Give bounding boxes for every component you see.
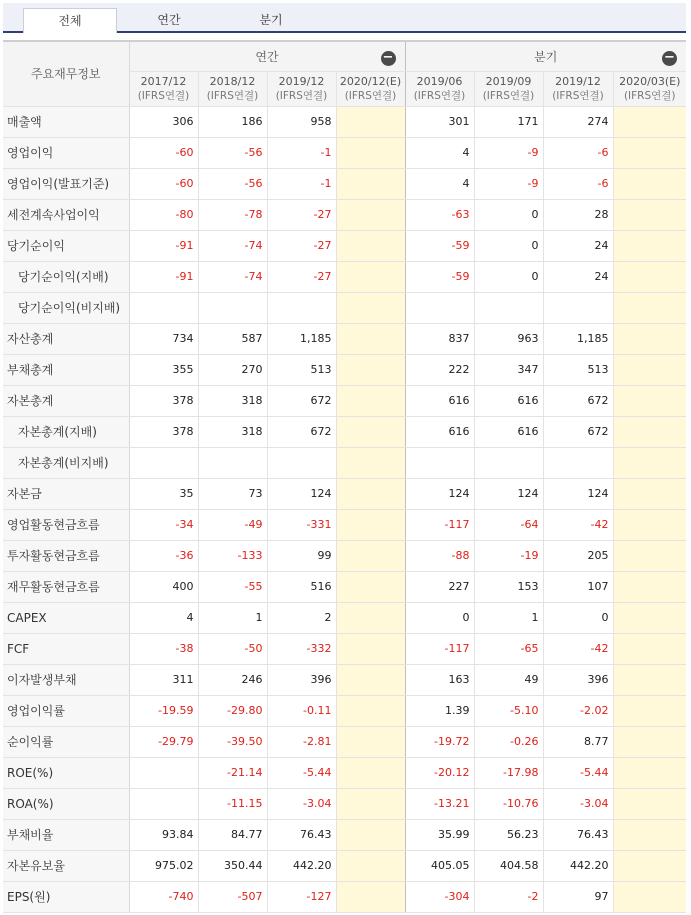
- table-cell: -740: [129, 881, 198, 912]
- table-cell: -9: [474, 137, 543, 168]
- table-cell: [613, 757, 686, 788]
- table-cell: -49: [198, 509, 267, 540]
- table-cell: 24: [543, 261, 613, 292]
- period-basis: (IFRS연결): [275, 89, 328, 102]
- table-cell: -74: [198, 230, 267, 261]
- table-cell: 171: [474, 106, 543, 137]
- table-cell: [336, 881, 405, 912]
- table-row: [3, 664, 686, 695]
- tab-bar: [3, 3, 686, 33]
- table-cell: -27: [267, 261, 336, 292]
- table-cell: -331: [267, 509, 336, 540]
- table-cell: -117: [405, 509, 474, 540]
- period-date: 2017/12: [140, 74, 187, 88]
- table-cell: -6: [543, 168, 613, 199]
- table-cell: [336, 416, 405, 447]
- table-cell: -59: [405, 230, 474, 261]
- table-cell: [613, 261, 686, 292]
- table-cell: [336, 385, 405, 416]
- collapse-annual-icon[interactable]: −: [381, 51, 396, 66]
- table-cell: 4: [405, 168, 474, 199]
- table-cell: [198, 292, 267, 323]
- table-cell: -17.98: [474, 757, 543, 788]
- row-label[interactable]: 자본금: [3, 478, 129, 509]
- row-label[interactable]: 영업이익(발표기준): [3, 168, 129, 199]
- table-cell: -80: [129, 199, 198, 230]
- row-label[interactable]: 순이익률: [3, 726, 129, 757]
- table-cell: -36: [129, 540, 198, 571]
- table-row: [3, 416, 686, 447]
- table-cell: [336, 695, 405, 726]
- table-cell: -133: [198, 540, 267, 571]
- table-row: [3, 509, 686, 540]
- table-cell: [613, 168, 686, 199]
- row-label[interactable]: 당기순이익: [3, 230, 129, 261]
- table-cell: -2.81: [267, 726, 336, 757]
- table-cell: -88: [405, 540, 474, 571]
- period-basis: (IFRS연결): [206, 89, 259, 102]
- table-cell: -19.72: [405, 726, 474, 757]
- table-cell: -60: [129, 137, 198, 168]
- table-cell: 350.44: [198, 850, 267, 881]
- period-basis: (IFRS연결): [344, 89, 397, 102]
- table-cell: [336, 137, 405, 168]
- table-cell: 1: [198, 602, 267, 633]
- table-cell: [129, 292, 198, 323]
- period-date: 2020/03(E): [619, 74, 681, 88]
- table-row: [3, 695, 686, 726]
- table-cell: 0: [474, 261, 543, 292]
- table-cell: -29.80: [198, 695, 267, 726]
- table-cell: 124: [543, 478, 613, 509]
- table-cell: 587: [198, 323, 267, 354]
- table-cell: -3.04: [267, 788, 336, 819]
- table-cell: [613, 385, 686, 416]
- table-row: [3, 633, 686, 664]
- table-cell: [336, 819, 405, 850]
- row-label[interactable]: ROA(%): [3, 788, 129, 819]
- table-cell: 616: [405, 416, 474, 447]
- row-label[interactable]: 당기순이익(지배): [3, 261, 129, 292]
- table-cell: [336, 571, 405, 602]
- table-cell: 1,185: [543, 323, 613, 354]
- table-cell: 347: [474, 354, 543, 385]
- table-cell: -60: [129, 168, 198, 199]
- table-cell: [474, 447, 543, 478]
- table-cell: [613, 850, 686, 881]
- row-label[interactable]: CAPEX: [3, 602, 129, 633]
- table-row: [3, 137, 686, 168]
- table-cell: 163: [405, 664, 474, 695]
- table-cell: 28: [543, 199, 613, 230]
- table-cell: [129, 447, 198, 478]
- table-cell: 99: [267, 540, 336, 571]
- table-cell: [336, 478, 405, 509]
- table-cell: 958: [267, 106, 336, 137]
- table-cell: 124: [405, 478, 474, 509]
- table-cell: [613, 447, 686, 478]
- period-header: [474, 71, 543, 106]
- row-label[interactable]: 세전계속사업이익: [3, 199, 129, 230]
- table-cell: -42: [543, 509, 613, 540]
- table-cell: 8.77: [543, 726, 613, 757]
- table-row: [3, 168, 686, 199]
- annual-group-header: [129, 41, 405, 71]
- table-cell: 76.43: [543, 819, 613, 850]
- table-cell: -34: [129, 509, 198, 540]
- table-cell: 205: [543, 540, 613, 571]
- table-row: [3, 385, 686, 416]
- table-cell: [613, 571, 686, 602]
- table-cell: [336, 447, 405, 478]
- table-cell: 396: [543, 664, 613, 695]
- table-cell: [613, 726, 686, 757]
- table-cell: -74: [198, 261, 267, 292]
- table-cell: [267, 292, 336, 323]
- table-row: [3, 788, 686, 819]
- table-cell: [543, 447, 613, 478]
- tab-all[interactable]: 전체: [23, 8, 117, 33]
- table-cell: 1,185: [267, 323, 336, 354]
- table-cell: 186: [198, 106, 267, 137]
- row-label[interactable]: 매출액: [3, 106, 129, 137]
- table-cell: 4: [129, 602, 198, 633]
- table-row: [3, 447, 686, 478]
- table-row: [3, 850, 686, 881]
- table-cell: 84.77: [198, 819, 267, 850]
- annual-group-label: 연간: [255, 49, 279, 64]
- period-date: 2019/09: [485, 74, 532, 88]
- table-cell: -6: [543, 137, 613, 168]
- table-cell: 442.20: [543, 850, 613, 881]
- table-cell: [198, 447, 267, 478]
- table-cell: [336, 726, 405, 757]
- table-cell: 93.84: [129, 819, 198, 850]
- table-cell: [336, 323, 405, 354]
- table-cell: -11.15: [198, 788, 267, 819]
- table-cell: [336, 261, 405, 292]
- table-cell: -29.79: [129, 726, 198, 757]
- table-cell: 405.05: [405, 850, 474, 881]
- table-cell: [129, 788, 198, 819]
- collapse-quarter-icon[interactable]: −: [662, 51, 677, 66]
- table-cell: 616: [405, 385, 474, 416]
- row-label[interactable]: 재무활동현금흐름: [3, 571, 129, 602]
- table-cell: [336, 664, 405, 695]
- table-cell: 404.58: [474, 850, 543, 881]
- table-row: [3, 726, 686, 757]
- table-cell: 318: [198, 385, 267, 416]
- table-cell: -507: [198, 881, 267, 912]
- table-cell: [336, 788, 405, 819]
- table-cell: -21.14: [198, 757, 267, 788]
- table-cell: 306: [129, 106, 198, 137]
- table-cell: 107: [543, 571, 613, 602]
- table-cell: [267, 447, 336, 478]
- table-cell: 396: [267, 664, 336, 695]
- table-cell: 672: [543, 385, 613, 416]
- table-cell: -59: [405, 261, 474, 292]
- table-cell: -65: [474, 633, 543, 664]
- table-cell: -1: [267, 137, 336, 168]
- table-cell: 442.20: [267, 850, 336, 881]
- table-cell: -27: [267, 230, 336, 261]
- table-cell: -56: [198, 137, 267, 168]
- table-cell: -55: [198, 571, 267, 602]
- table-cell: -64: [474, 509, 543, 540]
- table-cell: 378: [129, 416, 198, 447]
- table-cell: [129, 757, 198, 788]
- table-cell: -0.11: [267, 695, 336, 726]
- table-cell: -19: [474, 540, 543, 571]
- table-cell: 274: [543, 106, 613, 137]
- financial-table: [3, 40, 686, 913]
- table-row: [3, 478, 686, 509]
- table-row: [3, 540, 686, 571]
- table-cell: -63: [405, 199, 474, 230]
- table-cell: [613, 354, 686, 385]
- table-row: [3, 261, 686, 292]
- table-cell: -117: [405, 633, 474, 664]
- table-cell: 672: [543, 416, 613, 447]
- table-cell: [613, 664, 686, 695]
- tab-annual[interactable]: 연간: [157, 13, 181, 27]
- table-cell: -13.21: [405, 788, 474, 819]
- table-cell: [613, 416, 686, 447]
- table-cell: 301: [405, 106, 474, 137]
- table-cell: [336, 168, 405, 199]
- period-header: [129, 71, 198, 106]
- table-cell: [336, 509, 405, 540]
- table-row: [3, 881, 686, 912]
- row-label[interactable]: 영업이익: [3, 137, 129, 168]
- quarter-group-header: [405, 41, 686, 71]
- table-cell: 837: [405, 323, 474, 354]
- row-header: 주요재무정보: [3, 41, 129, 106]
- period-header: [613, 71, 686, 106]
- row-label[interactable]: 자본총계(지배): [3, 416, 129, 447]
- table-cell: [336, 757, 405, 788]
- table-cell: [613, 137, 686, 168]
- period-header: [267, 71, 336, 106]
- table-row: [3, 292, 686, 323]
- table-cell: [543, 292, 613, 323]
- table-cell: -1: [267, 168, 336, 199]
- table-cell: -2.02: [543, 695, 613, 726]
- table-cell: [613, 602, 686, 633]
- table-cell: 616: [474, 385, 543, 416]
- table-cell: [613, 478, 686, 509]
- table-cell: 672: [267, 416, 336, 447]
- table-cell: [336, 106, 405, 137]
- table-row: [3, 199, 686, 230]
- table-cell: 963: [474, 323, 543, 354]
- table-cell: [613, 633, 686, 664]
- table-row: [3, 354, 686, 385]
- table-cell: 0: [474, 230, 543, 261]
- table-cell: 2: [267, 602, 336, 633]
- table-cell: [613, 540, 686, 571]
- table-cell: [336, 354, 405, 385]
- table-cell: -5.44: [267, 757, 336, 788]
- table-cell: 76.43: [267, 819, 336, 850]
- table-cell: [405, 447, 474, 478]
- table-cell: 35.99: [405, 819, 474, 850]
- row-label[interactable]: 영업활동현금흐름: [3, 509, 129, 540]
- table-row: [3, 230, 686, 261]
- table-cell: -38: [129, 633, 198, 664]
- table-cell: [336, 230, 405, 261]
- row-label[interactable]: FCF: [3, 633, 129, 664]
- table-cell: 975.02: [129, 850, 198, 881]
- table-cell: -39.50: [198, 726, 267, 757]
- table-cell: [336, 602, 405, 633]
- row-label[interactable]: 부채비율: [3, 819, 129, 850]
- table-cell: -3.04: [543, 788, 613, 819]
- table-cell: 516: [267, 571, 336, 602]
- period-date: 2020/12(E): [339, 74, 402, 88]
- period-header: [405, 71, 474, 106]
- row-label[interactable]: 자본유보율: [3, 850, 129, 881]
- quarter-group-label: 분기: [534, 49, 558, 64]
- table-cell: 1.39: [405, 695, 474, 726]
- table-cell: [613, 819, 686, 850]
- table-row: [3, 757, 686, 788]
- period-basis: (IFRS연결): [413, 89, 466, 102]
- row-label[interactable]: 이자발생부채: [3, 664, 129, 695]
- table-cell: [613, 323, 686, 354]
- table-cell: -50: [198, 633, 267, 664]
- table-cell: 97: [543, 881, 613, 912]
- table-cell: -78: [198, 199, 267, 230]
- period-date: 2019/06: [416, 74, 463, 88]
- table-cell: [613, 292, 686, 323]
- row-label[interactable]: 자본총계: [3, 385, 129, 416]
- table-cell: 311: [129, 664, 198, 695]
- table-row: [3, 323, 686, 354]
- table-cell: [613, 788, 686, 819]
- table-cell: -0.26: [474, 726, 543, 757]
- table-cell: -19.59: [129, 695, 198, 726]
- table-cell: 49: [474, 664, 543, 695]
- period-date: 2019/12: [278, 74, 325, 88]
- table-cell: 378: [129, 385, 198, 416]
- table-cell: 400: [129, 571, 198, 602]
- period-header: [543, 71, 613, 106]
- table-cell: -2: [474, 881, 543, 912]
- table-cell: [474, 292, 543, 323]
- table-cell: -5.44: [543, 757, 613, 788]
- table-cell: -27: [267, 199, 336, 230]
- tab-quarterly[interactable]: 분기: [259, 13, 283, 27]
- table-cell: -5.10: [474, 695, 543, 726]
- table-cell: 124: [474, 478, 543, 509]
- table-cell: -91: [129, 230, 198, 261]
- table-cell: 35: [129, 478, 198, 509]
- table-cell: 318: [198, 416, 267, 447]
- row-label[interactable]: 자본총계(비지배): [3, 447, 129, 478]
- table-cell: 672: [267, 385, 336, 416]
- table-cell: [613, 509, 686, 540]
- table-row: [3, 819, 686, 850]
- period-header: [336, 71, 405, 106]
- table-cell: 616: [474, 416, 543, 447]
- table-cell: -91: [129, 261, 198, 292]
- table-cell: [336, 850, 405, 881]
- table-cell: 0: [474, 199, 543, 230]
- row-label[interactable]: ROE(%): [3, 757, 129, 788]
- table-cell: -332: [267, 633, 336, 664]
- table-cell: 24: [543, 230, 613, 261]
- row-label[interactable]: EPS(원): [3, 881, 129, 912]
- table-cell: 0: [405, 602, 474, 633]
- table-cell: -9: [474, 168, 543, 199]
- table-cell: [405, 292, 474, 323]
- row-label[interactable]: 영업이익률: [3, 695, 129, 726]
- table-cell: [336, 633, 405, 664]
- table-cell: 0: [543, 602, 613, 633]
- table-cell: 355: [129, 354, 198, 385]
- period-date: 2018/12: [209, 74, 256, 88]
- table-cell: 246: [198, 664, 267, 695]
- table-cell: -56: [198, 168, 267, 199]
- table-cell: 1: [474, 602, 543, 633]
- table-row: [3, 106, 686, 137]
- table-cell: [336, 292, 405, 323]
- table-cell: [336, 540, 405, 571]
- period-basis: (IFRS연결): [623, 89, 676, 102]
- table-row: [3, 602, 686, 633]
- table-cell: 124: [267, 478, 336, 509]
- table-cell: 227: [405, 571, 474, 602]
- table-cell: 56.23: [474, 819, 543, 850]
- table-cell: 513: [267, 354, 336, 385]
- table-cell: [613, 199, 686, 230]
- table-cell: -20.12: [405, 757, 474, 788]
- table-cell: -304: [405, 881, 474, 912]
- table-cell: 4: [405, 137, 474, 168]
- table-cell: -127: [267, 881, 336, 912]
- table-cell: [613, 106, 686, 137]
- table-cell: [613, 695, 686, 726]
- table-cell: 270: [198, 354, 267, 385]
- table-cell: 734: [129, 323, 198, 354]
- row-label[interactable]: 투자활동현금흐름: [3, 540, 129, 571]
- table-cell: -42: [543, 633, 613, 664]
- table-cell: [613, 230, 686, 261]
- table-cell: -10.76: [474, 788, 543, 819]
- table-cell: 513: [543, 354, 613, 385]
- table-cell: 73: [198, 478, 267, 509]
- table-row: [3, 571, 686, 602]
- period-date: 2019/12: [555, 74, 601, 88]
- row-label[interactable]: 자산총계: [3, 323, 129, 354]
- period-basis: (IFRS연결): [552, 89, 604, 102]
- table-cell: 153: [474, 571, 543, 602]
- table-cell: [613, 881, 686, 912]
- table-cell: [336, 199, 405, 230]
- row-label[interactable]: 부채총계: [3, 354, 129, 385]
- row-label[interactable]: 당기순이익(비지배): [3, 292, 129, 323]
- table-cell: 222: [405, 354, 474, 385]
- period-basis: (IFRS연결): [137, 89, 190, 102]
- period-basis: (IFRS연결): [482, 89, 535, 102]
- period-header: [198, 71, 267, 106]
